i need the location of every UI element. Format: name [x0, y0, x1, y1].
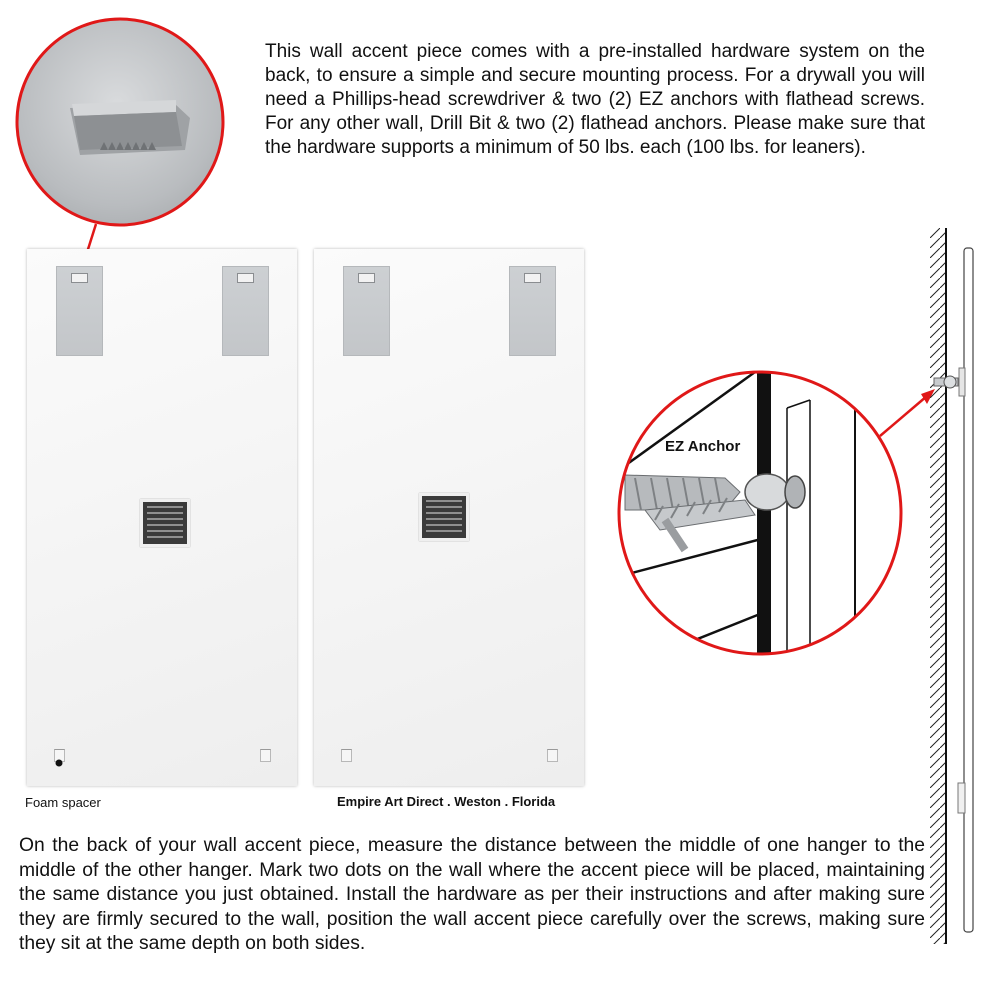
hanger-plate-right: [222, 266, 269, 356]
foam-spacer-label: Foam spacer: [25, 795, 101, 810]
hanger-plate-right: [509, 266, 556, 356]
sawtooth-hanger-icon: [70, 100, 190, 155]
hanger-plate-left: [343, 266, 390, 356]
panel-back-left: [27, 249, 297, 786]
hanger-plate-left: [56, 266, 103, 356]
wall-anchor-icon: [934, 376, 958, 388]
foam-spacer-pointer: [52, 756, 66, 770]
panel-back-right: [314, 249, 584, 786]
company-label: Empire Art Direct . Weston . Florida: [337, 794, 556, 809]
sawtooth-hook-icon: [237, 273, 254, 283]
intro-paragraph: This wall accent piece comes with a pre-installed hardware system on the back, to ensure a simple and secure mounting process. For a drywall you will need a Phillips-head screwdriver & two (2) EZ anchors with flathead screws. For any other wall, Drill Bit & two (2) flathead anchors. Please make sure that the hardware supports a minimum of 50 lbs. each (100 lbs. for leaners).: [265, 41, 925, 158]
product-label-icon: [419, 493, 469, 541]
ez-anchor-callout: [605, 360, 965, 680]
outro-paragraph: On the back of your wall accent piece, measure the distance between the middle of one hanger to the middle of the other hanger. Mark two dots on the wall where the accent piece will be placed, maintaining the same distance you just obtained. Install the hardware as per their instructions and after making sure they are firmly secured to the wall, position the wall accent piece carefully over the screws, making sure they sit at the same depth on both sides.: [19, 835, 925, 954]
wall-side-view: [930, 228, 978, 944]
foam-spacer-icon: [341, 749, 352, 762]
foam-spacer-icon: [260, 749, 271, 762]
sawtooth-hook-icon: [358, 273, 375, 283]
product-label-icon: [140, 499, 190, 547]
sawtooth-hook-icon: [71, 273, 88, 283]
foam-spacer-icon: [547, 749, 558, 762]
ez-anchor-label: EZ Anchor: [665, 438, 741, 455]
hanger-closeup-callout: [0, 0, 260, 270]
sawtooth-hook-icon: [524, 273, 541, 283]
